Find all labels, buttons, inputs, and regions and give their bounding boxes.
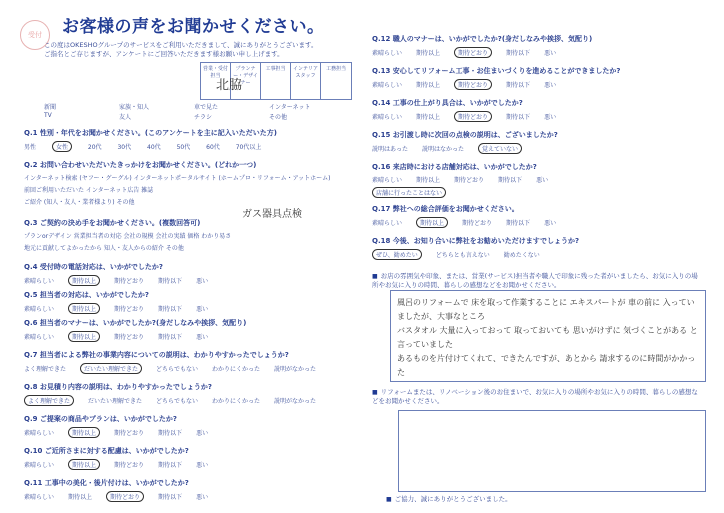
comments-prompt: ■ お店の雰囲気や印象、または、営業(サービス)担当者や職人で印象に残った者がいましたら、お気に入りの場所やお気に入りの時間、暮らしの感想などをお聞かせください。 <box>372 272 702 290</box>
q4-block: Q.4 受付時の電話対応は、いかがでしたか? 素晴らしい 期待以上 期待どおり 期待以下 悪い <box>24 262 222 286</box>
q1-label: Q.1 性別・年代をお聞かせください。(このアンケートを主に記入いただいた方) <box>24 129 277 137</box>
intro-line-2: ご指名とご存じますが、アンケートにご回答いただきます様お願い申し上げます。 <box>44 50 284 58</box>
comment-line-3: あるものを片付けてくれて、できたんですが、あとから 請求するのに時間がかかった <box>397 354 696 377</box>
q2-handwritten-answer: ガス器具点検 <box>242 209 302 220</box>
q10-label: Q.10 ご近所さまに対する配慮は、いかがでしたか? <box>24 447 189 455</box>
staff-header-5: 工務担当 <box>325 66 346 72</box>
customer-name: 北脇 <box>216 78 243 93</box>
q9-label: Q.9 ご提案の商品やプランは、いかがでしたか? <box>24 415 177 423</box>
q16-label: Q.16 来店時における店舗対応は、いかがでしたか? <box>372 163 537 171</box>
q6-label: Q.6 担当者のマナーは、いかがでしたか?(身だしなみや挨拶、気配り) <box>24 319 247 327</box>
media-option: TV <box>44 112 52 119</box>
comment-line-1: 風呂のリフォームで 床を取って作業することに エキスパートが 車の前に 入っていましたが、大事なところ <box>397 298 695 321</box>
q15-label: Q.15 お引渡し時に次回の点検の説明は、ございましたか? <box>372 131 558 139</box>
q1-option: 40代 <box>147 144 161 151</box>
q2-line-3: ご紹介 (知人・友人・業者様より) その他 <box>24 199 135 206</box>
q1-options <box>24 141 277 152</box>
q3-label: Q.3 ご契約の決め手をお聞かせください。(複数回答可) <box>24 219 201 227</box>
staff-header-3: 工事担当 <box>261 63 291 99</box>
q7-label: Q.7 担当者による弊社の事業内容についての説明は、わかりやすかったでしょうか? <box>24 351 289 359</box>
intro-text <box>44 41 344 59</box>
media-option: インターネット <box>269 104 311 111</box>
media-option: チラシ <box>194 114 213 121</box>
staff-header-4: インテリアスタッフ <box>291 63 321 99</box>
q2-block <box>24 160 331 206</box>
q14-label: Q.14 工事の仕上がり具合は、いかがでしたか? <box>372 99 523 107</box>
comments-panel <box>390 290 706 382</box>
q12-label: Q.12 職人のマナーは、いかがでしたか?(身だしなみや挨拶、気配り) <box>372 35 593 43</box>
q8-block: Q.8 お見積り内容の説明は、わかりやすかったでしょうか? よく理解できた だいたい理解できた どちらでもない わかりにくかった 説明がなかった <box>24 382 330 406</box>
q1-option: 50代 <box>176 144 191 151</box>
media-option: 車で見た <box>194 104 219 111</box>
q16-block: Q.16 来店時における店舗対応は、いかがでしたか? 素晴らしい 期待以上 期待どおり 期待以下 悪い 店舗に行ったことはない <box>372 162 562 198</box>
q5-label: Q.5 担当者の対応は、いかがでしたか? <box>24 291 149 299</box>
staff-header-2: プランナー・デザイナー <box>231 63 261 99</box>
q10-block: Q.10 ご近所さまに対する配慮は、いかがでしたか? 素晴らしい 期待以上 期待どおり 期待以下 悪い <box>24 446 222 470</box>
q13-block: Q.13 安心してリフォーム工事・お住まいづくりを進めることができましたか? 素晴らしい 期待以上 期待どおり 期待以下 悪い <box>372 67 621 89</box>
reform-panel <box>398 410 706 492</box>
q11-label: Q.11 工事中の美化・後片付けは、いかがでしたか? <box>24 479 189 487</box>
q1-option-selected: 女性 <box>52 141 72 152</box>
q18-label: Q.18 今後、お知り合いに弊社をお勧めいただけますでしょうか? <box>372 237 580 245</box>
q3-block <box>24 218 231 252</box>
comment-line-2: バスタオル 大量に入っておって 取っておいても 思いがけずに 気づくことがある と 言っていました <box>397 326 698 349</box>
q1-option: 20代 <box>87 144 102 151</box>
q3-line-2: 地元に貢献してよかったから 知人・友人からの紹介 その他 <box>24 245 184 252</box>
q13-label: Q.13 安心してリフォーム工事・お住まいづくりを進めることができましたか? <box>372 67 621 75</box>
staff-header-1: 営業・受付担当 <box>201 63 231 99</box>
q5-block: Q.5 担当者の対応は、いかがでしたか? 素晴らしい 期待以上 期待どおり 期待以下 悪い <box>24 290 222 314</box>
q2-label: Q.2 お問い合わせいただいたきっかけをお聞かせください。(どれか一つ) <box>24 161 257 169</box>
page-title: お客様の声をお聞かせください。 <box>62 17 325 37</box>
q3-line-1: プランorデザイン 営業担当者の対応 会社の規模 会社の実績 価格 わかり易さ <box>24 233 232 240</box>
media-option: 友人 <box>119 114 132 121</box>
q17-block: Q.17 弊社への総合評価をお聞かせください。 素晴らしい 期待以上 期待どおり 期待以下 悪い <box>372 204 570 228</box>
media-options <box>44 102 344 121</box>
q12-block: Q.12 職人のマナーは、いかがでしたか?(身だしなみや挨拶、気配り) 素晴らしい 期待以上 期待どおり 期待以下 悪い <box>372 35 593 57</box>
q14-block: Q.14 工事の仕上がり具合は、いかがでしたか? 素晴らしい 期待以上 期待どおり 期待以下 悪い <box>372 98 570 122</box>
q2-line-2: 前回ご利用いただいた インターネット広告 雑誌 <box>24 187 154 194</box>
intro-line-1: この度はOKESHOグループのサービスをご利用いただきまして、誠にありがとうございます。 <box>44 41 318 49</box>
q6-block: Q.6 担当者のマナーは、いかがでしたか?(身だしなみや挨拶、気配り) 素晴らしい 期待以上 期待どおり 期待以下 悪い <box>24 319 247 341</box>
media-option: その他 <box>269 114 288 121</box>
q11-block: Q.11 工事中の美化・後片付けは、いかがでしたか? 素晴らしい 期待以上 期待どおり 期待以下 悪い <box>24 478 222 502</box>
q7-block: Q.7 担当者による弊社の事業内容についての説明は、わかりやすかったでしょうか? よく理解できた だいたい理解できた どちらでもない わかりにくかった 説明がなかった <box>24 350 330 374</box>
thanks-note: ■ ご協力、誠にありがとうございました。 <box>386 495 512 504</box>
q9-block: Q.9 ご提案の商品やプランは、いかがでしたか? 素晴らしい 期待以上 期待どおり 期待以下 悪い <box>24 414 222 438</box>
q1-option: 男性 <box>24 144 37 151</box>
q18-block: Q.18 今後、お知り合いに弊社をお勧めいただけますでしょうか? ぜひ、勧めたい どちらとも言えない 勧めたくない <box>372 237 580 259</box>
q8-label: Q.8 お見積り内容の説明は、わかりやすかったでしょうか? <box>24 383 212 391</box>
stamp-mark: 受付 <box>20 20 50 50</box>
q17-label: Q.17 弊社への総合評価をお聞かせください。 <box>372 205 519 213</box>
q4-label: Q.4 受付時の電話対応は、いかがでしたか? <box>24 263 163 271</box>
q15-block: Q.15 お引渡し時に次回の点検の説明は、ございましたか? 説明はあった 説明はなかった 覚えていない <box>372 131 558 153</box>
q2-line-1: インターネット検索 (ヤフー・グーグル) インターネットポータルサイト (ホームプロ・リフォーム・アットホーム) <box>24 175 331 182</box>
reform-prompt: ■ リフォームまたは、リノベーション後のお住まいで、お気に入りの場所やお気に入りの時間、暮らしの感想などをお聞かせください。 <box>372 388 702 406</box>
media-option: 家族・知人 <box>119 104 150 111</box>
q1-option: 60代 <box>206 144 220 151</box>
media-option: 新聞 <box>44 104 57 111</box>
q1-option: 30代 <box>117 144 132 151</box>
q1-block <box>24 128 277 152</box>
q1-option: 70代以上 <box>235 144 262 151</box>
